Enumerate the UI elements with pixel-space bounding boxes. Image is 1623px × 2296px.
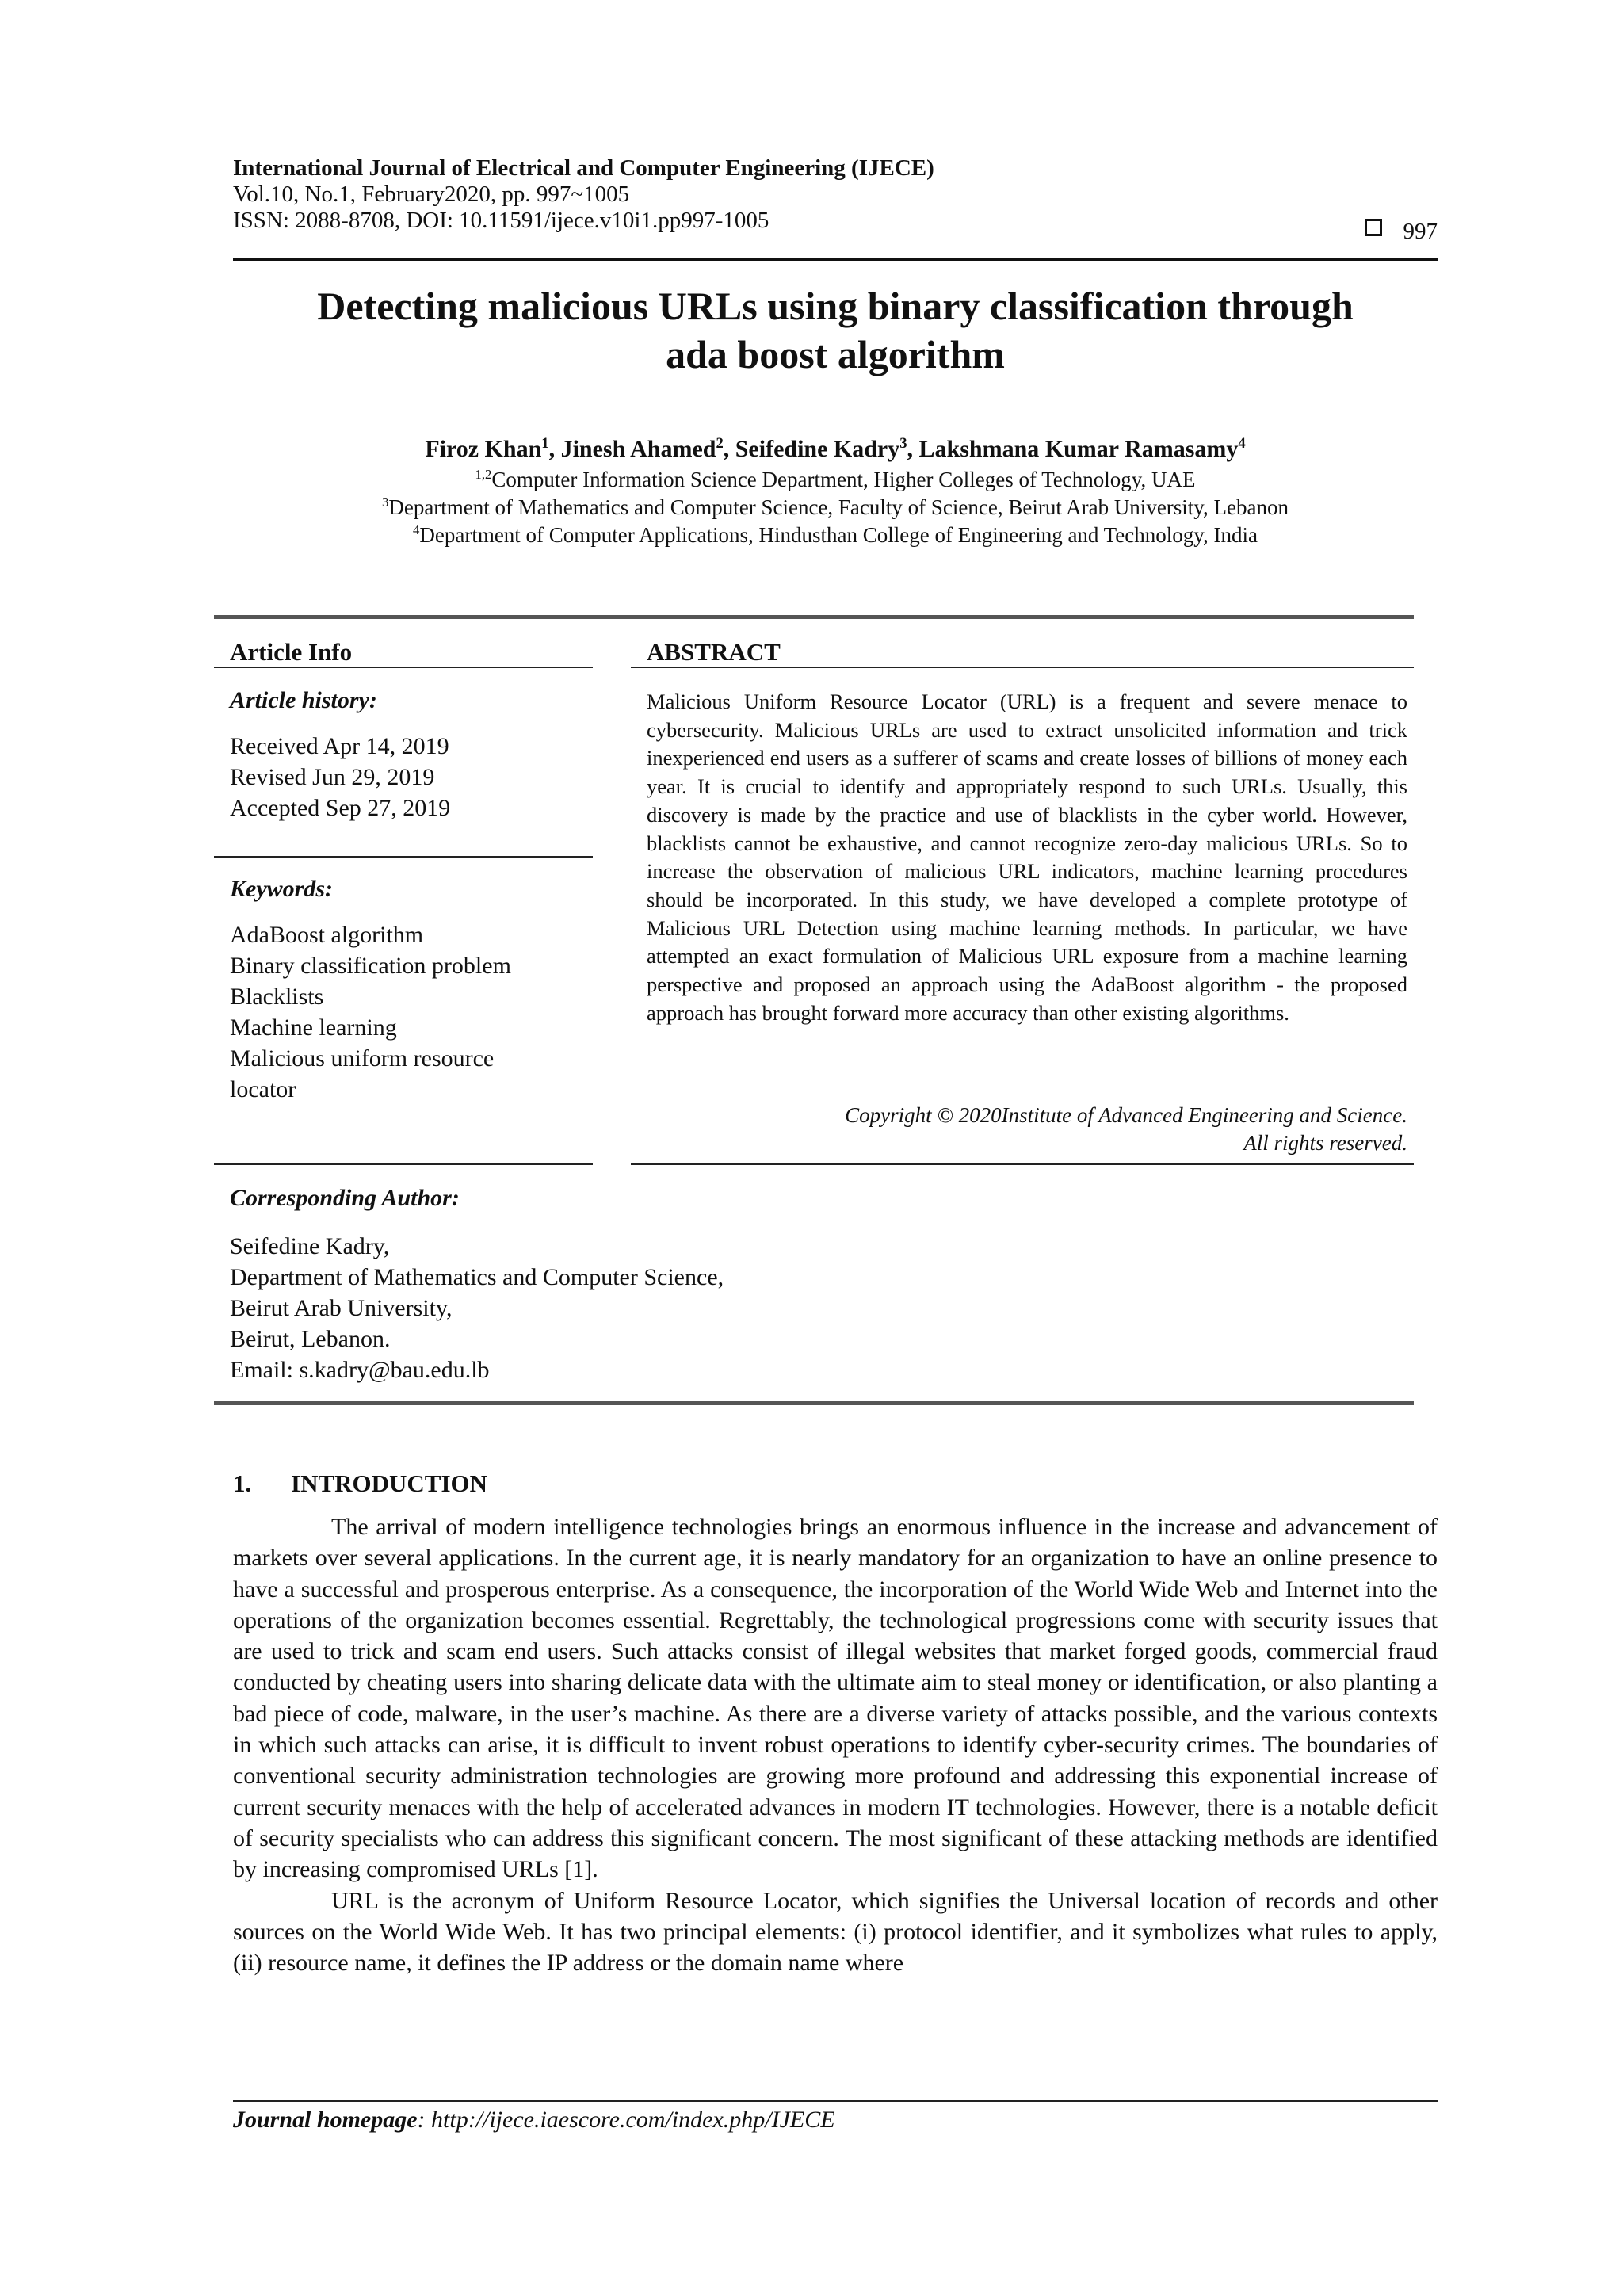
keywords-heading: Keywords: — [230, 876, 333, 902]
author-list: Firoz Khan$^1$, Jinesh Ahamed$^2$, Seifedine Kadry$^3$, Lakshmana Kumar Ramasamy$^4$ — [425, 435, 1246, 462]
title-line-2: ada boost algorithm — [666, 332, 1005, 376]
author-superscript: 1 — [541, 435, 549, 452]
keywords-list — [230, 919, 511, 1105]
article-history-heading: Article history: — [230, 687, 377, 713]
article-info-heading: Article Info — [230, 638, 353, 666]
author-superscript: 4 — [1238, 435, 1246, 452]
issn-doi: ISSN: 2088-8708, DOI: 10.11591/ijece.v10i1.pp997-1005 — [233, 208, 769, 233]
abstract-heading: ABSTRACT — [647, 638, 781, 666]
corresponding-university: Beirut Arab University, — [230, 1295, 453, 1321]
section-heading — [233, 1470, 487, 1497]
paper-title — [233, 282, 1438, 379]
page-number: 997 — [1403, 219, 1438, 244]
author-name: Lakshmana Kumar Ramasamy — [918, 436, 1239, 462]
corresponding-details — [230, 1231, 724, 1385]
author-superscript: 3 — [899, 435, 907, 452]
affiliation — [233, 495, 1438, 520]
history-received: Received Apr 14, 2019 — [230, 733, 449, 759]
history-revised: Revised Jun 29, 2019 — [230, 764, 435, 790]
body-paragraph: The arrival of modern intelligence technologies brings an enormous influence in the increase and advancement of markets over several applications. In the current age, it is nearly mandatory for an organization to have an online presence to have a successful and prosperous enterprise. As a consequence, the incorporation of the World Wide Web and Internet into the operations of the organization becomes essential. Regrettably, the technological progressions come with security issues that are used to trick and scam end users. Such attacks consist of illegal websites that market forged goods, commercial fraud conducted by cheating users into sharing delicate data with the ultimate aim to steal money or identification, or also planting a bad piece of code, malware, in the user’s machine. As there are a diverse variety of attacks possible, and the various contexts in which such attacks can arise, it is difficult to invent robust operations to identify cyber-security crimes. The boundaries of conventional security administration technologies are growing more profound and addressing this exponential increase of current security menaces with the help of accelerated advances in modern IT technologies. However, there is a notable deficit of security specialists who can address this significant concern. The most significant of these attacking methods are identified by increasing compromised URLs [1]. — [233, 1514, 1438, 1883]
header-divider — [233, 258, 1438, 261]
body-paragraph: URL is the acronym of Uniform Resource Locator, which signifies the Universal location of records and other sources on the World Wide Web. It has two principal elements: (i) protocol identifier, and it symbolizes what rules to apply, (ii) resource name, it defines the IP address or the domain name where — [233, 1887, 1438, 1977]
copyright-line-1: Copyright © 2020Institute of Advanced Engineering and Science. — [845, 1103, 1407, 1127]
affiliation-text: Computer Information Science Department, Higher Colleges of Technology, UAE — [491, 468, 1196, 491]
affiliation — [233, 523, 1438, 548]
copyright-line-2: All rights reserved. — [1243, 1131, 1407, 1155]
homepage-label: Journal homepage — [233, 2107, 418, 2133]
corresponding-email: Email: s.kadry@bau.edu.lb — [230, 1357, 490, 1383]
affiliation-text: Department of Mathematics and Computer Science, Faculty of Science, Beirut Arab University, Lebanon — [388, 495, 1289, 519]
copyright-notice — [647, 1102, 1407, 1157]
running-header — [233, 155, 1438, 244]
section-number: 1. — [233, 1469, 252, 1497]
abstract-text: Malicious Uniform Resource Locator (URL) is a frequent and severe menace to cybersecurity. Malicious URLs are used to extract unsolicited information and trick inexperienced end users as a sufferer of scams and create losses of billions of money each year. It is crucial to identify and appropriately respond to such URLs. Usually, this discovery is made by the practice and use of blacklists in the cyber world. However, blacklists cannot be exhaustive, and cannot recognize zero-day malicious URLs. So to increase the observation of malicious URL indicators, machine learning procedures should be incorporated. In this study, we have developed a complete prototype of Malicious URL Detection using machine learning methods. In particular, we have attempted an exact formulation of Malicious URL exposure from a machine learning perspective and proposed an approach using the AdaBoost algorithm - the proposed approach has brought forward more accuracy than other existing algorithms. — [647, 690, 1407, 1025]
journal-homepage — [233, 2107, 835, 2134]
history-accepted: Accepted Sep 27, 2019 — [230, 795, 451, 821]
corresponding-department: Department of Mathematics and Computer Science, — [230, 1264, 724, 1290]
abstract-rule — [631, 667, 1414, 668]
info-box-bottom-rule — [214, 1401, 1414, 1405]
author-name: Seifedine Kadry — [735, 436, 900, 462]
section-title: INTRODUCTION — [291, 1469, 488, 1497]
article-history-list — [230, 731, 450, 823]
corresponding-name: Seifedine Kadry, — [230, 1233, 390, 1259]
keyword-item: Machine learning — [230, 1014, 397, 1041]
info-box-top-rule — [214, 615, 1414, 619]
footer-divider — [233, 2100, 1438, 2102]
title-line-1: Detecting malicious URLs using binary classification through — [317, 284, 1354, 328]
introduction-body — [233, 1511, 1438, 1978]
keyword-item: Blacklists — [230, 984, 324, 1010]
affiliation-superscript: 1,2 — [475, 467, 492, 482]
journal-name: International Journal of Electrical and Computer Engineering (IJECE) — [233, 155, 934, 181]
corresponding-heading: Corresponding Author: — [230, 1185, 460, 1211]
author-name: Jinesh Ahamed — [560, 436, 716, 462]
homepage-url[interactable]: : http://ijece.iaescore.com/index.php/IJECE — [417, 2107, 835, 2133]
checkbox-square-icon — [1365, 219, 1382, 236]
abstract-bottom-rule — [631, 1163, 1414, 1165]
article-info-rule — [214, 667, 593, 668]
keyword-item: Binary classification problem — [230, 953, 511, 979]
keywords-rule — [214, 1163, 593, 1165]
volume-info: Vol.10, No.1, February2020, pp. 997~1005 — [233, 181, 630, 207]
author-superscript: 2 — [716, 435, 724, 452]
keyword-item: Malicious uniform resource — [230, 1045, 495, 1072]
affiliation-superscript: 3 — [381, 495, 389, 510]
history-rule — [214, 856, 593, 858]
corresponding-city: Beirut, Lebanon. — [230, 1326, 391, 1352]
affiliation-superscript: 4 — [412, 522, 420, 537]
keyword-item: AdaBoost algorithm — [230, 922, 424, 948]
author-name: Firoz Khan — [425, 436, 542, 462]
affiliation-text: Department of Computer Applications, Hindusthan College of Engineering and Technology, India — [419, 523, 1258, 547]
affiliation — [233, 468, 1438, 492]
keyword-item: locator — [230, 1076, 296, 1102]
